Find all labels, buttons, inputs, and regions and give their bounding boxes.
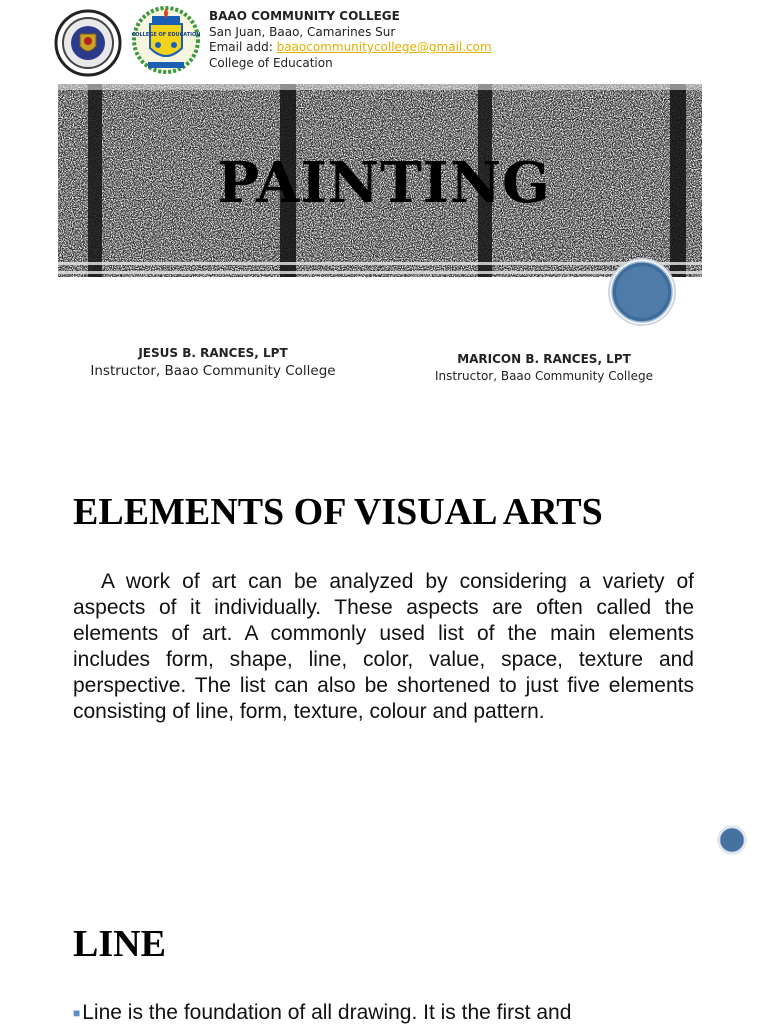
decorative-circle-small [717,825,747,855]
section-heading-line: LINE [73,923,166,965]
instructor-name: MARICON B. RANCES, LPT [457,352,631,366]
decorative-circle [607,257,677,327]
college-seal-logo [52,8,124,78]
college-email-line [209,40,492,56]
department-name: College of Education [209,55,333,70]
presentation-title: PAINTING [217,150,551,216]
college-of-education-logo [128,4,204,74]
email-link[interactable]: baaocommunitycollege@gmail.com [276,40,492,54]
instructor-name: JESUS B. RANCES, LPT [138,346,288,360]
college-header-info [209,9,492,71]
college-name: BAAO COMMUNITY COLLEGE [209,9,400,23]
logo2-label: COLLEGE OF EDUCATION [131,32,201,38]
instructor-card [430,352,658,383]
email-label: Email add: [209,40,273,54]
elements-paragraph: A work of art can be analyzed by considering a variety of aspects of it individually. These aspects are often called the elements of art. A commonly used list of the main elements includes form, shape, line, color, value, space, texture and perspective. The list can also be shortened to just five elements consisting of line, form, texture, colour and pattern. [73,570,694,723]
bullet-text: Line is the foundation of all drawing. It is the first and [82,1001,572,1024]
list-item [73,1000,694,1026]
instructor-title: Instructor, Baao Community College [435,369,653,383]
bullet-square-icon: ■ [73,1006,81,1021]
instructor-title: Instructor, Baao Community College [90,363,336,379]
college-address: San Juan, Baao, Camarines Sur [209,24,396,39]
instructor-card [82,346,344,379]
section-heading-elements: ELEMENTS OF VISUAL ARTS [73,491,603,533]
